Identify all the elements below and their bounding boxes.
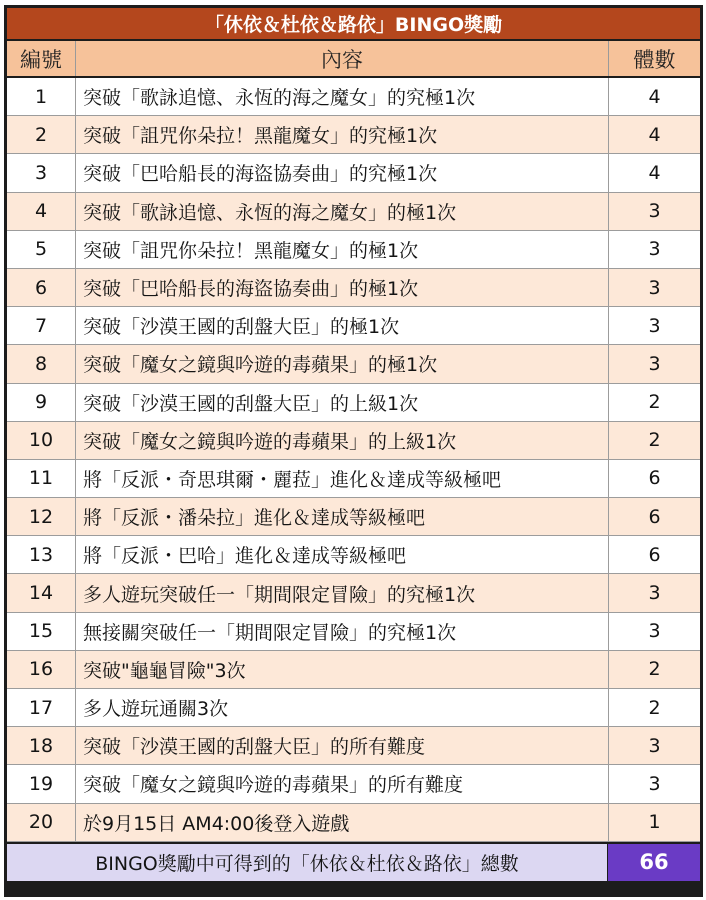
- row-number: 19: [7, 765, 76, 802]
- row-number: 7: [7, 307, 76, 344]
- table-row: [7, 804, 700, 842]
- row-number: 2: [7, 116, 76, 153]
- row-count: 4: [648, 85, 661, 108]
- row-count: 3: [648, 238, 661, 261]
- row-count: 3: [648, 582, 661, 605]
- row-content: 突破「沙漠王國的刮盤大臣」的上級1次: [76, 384, 609, 421]
- row-number: 14: [7, 574, 76, 611]
- row-content: 突破「巴哈船長的海盜協奏曲」的極1次: [76, 269, 609, 306]
- row-number: 18: [7, 727, 76, 764]
- table-title: 「休依＆杜依＆路依」BINGO獎勵: [7, 8, 700, 41]
- row-number: 6: [7, 269, 76, 306]
- row-count: 3: [648, 276, 661, 299]
- row-count: 3: [648, 772, 661, 795]
- row-number: 20: [7, 804, 76, 841]
- row-content: 突破"龜龜冒險"3次: [76, 651, 609, 688]
- row-count: 6: [648, 467, 661, 490]
- table-row: [7, 269, 700, 307]
- table-row: [7, 498, 700, 536]
- table-row: [7, 193, 700, 231]
- row-count: 6: [648, 505, 661, 528]
- table-row: [7, 574, 700, 612]
- header-number: 編號: [7, 41, 76, 76]
- table-row: [7, 231, 700, 269]
- table-row: [7, 78, 700, 116]
- row-content: 突破「沙漠王國的刮盤大臣」的所有難度: [76, 727, 609, 764]
- table-row: [7, 689, 700, 727]
- row-count: 2: [648, 696, 661, 719]
- table-row: [7, 727, 700, 765]
- row-content: 突破「詛咒你朵拉！黑龍魔女」的極1次: [76, 231, 609, 268]
- row-number: 1: [7, 78, 76, 115]
- total-label: BINGO獎勵中可得到的「休依＆杜依＆路依」總數: [7, 844, 608, 881]
- row-content: 突破「歌詠追憶、永恆的海之魔女」的究極1次: [76, 78, 609, 115]
- row-number: 11: [7, 460, 76, 497]
- row-content: 突破「魔女之鏡與吟遊的毒蘋果」的上級1次: [76, 422, 609, 459]
- row-number: 3: [7, 154, 76, 191]
- row-count: 3: [648, 200, 661, 223]
- row-number: 15: [7, 613, 76, 650]
- row-content: 突破「魔女之鏡與吟遊的毒蘋果」的所有難度: [76, 765, 609, 802]
- row-count: 2: [648, 429, 661, 452]
- row-number: 16: [7, 651, 76, 688]
- row-count: 2: [648, 391, 661, 414]
- row-count: 6: [648, 543, 661, 566]
- row-count: 4: [648, 123, 661, 146]
- row-content: 多人遊玩通關3次: [76, 689, 609, 726]
- total-row: [7, 842, 700, 881]
- table-row: [7, 613, 700, 651]
- table-row: [7, 765, 700, 803]
- table-row: [7, 651, 700, 689]
- row-content: 無接關突破任一「期間限定冒險」的究極1次: [76, 613, 609, 650]
- header-count: 體數: [633, 47, 676, 72]
- row-content: 於9月15日 AM4:00後登入遊戲: [76, 804, 609, 841]
- row-number: 17: [7, 689, 76, 726]
- row-content: 多人遊玩突破任一「期間限定冒險」的究極1次: [76, 574, 609, 611]
- table-row: [7, 345, 700, 383]
- row-content: 突破「巴哈船長的海盜協奏曲」的究極1次: [76, 154, 609, 191]
- row-number: 4: [7, 193, 76, 230]
- table-body: [7, 78, 700, 842]
- row-content: 突破「歌詠追憶、永恆的海之魔女」的極1次: [76, 193, 609, 230]
- row-number: 9: [7, 384, 76, 421]
- table-header: [7, 41, 700, 78]
- row-content: 突破「沙漠王國的刮盤大臣」的極1次: [76, 307, 609, 344]
- row-content: 突破「詛咒你朵拉！黑龍魔女」的究極1次: [76, 116, 609, 153]
- table-row: [7, 154, 700, 192]
- row-content: 將「反派・潘朵拉」進化＆達成等級極吧: [76, 498, 609, 535]
- row-number: 8: [7, 345, 76, 382]
- row-content: 將「反派・巴哈」進化＆達成等級極吧: [76, 536, 609, 573]
- table-row: [7, 384, 700, 422]
- table-row: [7, 536, 700, 574]
- bingo-reward-table: [4, 5, 703, 897]
- row-count: 1: [648, 811, 661, 834]
- row-number: 12: [7, 498, 76, 535]
- table-row: [7, 116, 700, 154]
- table-row: [7, 422, 700, 460]
- row-number: 5: [7, 231, 76, 268]
- header-content: 內容: [76, 41, 609, 76]
- table-row: [7, 460, 700, 498]
- row-content: 將「反派・奇思琪爾・麗菈」進化＆達成等級極吧: [76, 460, 609, 497]
- row-count: 4: [648, 161, 661, 184]
- row-count: 3: [648, 620, 661, 643]
- table-row: [7, 307, 700, 345]
- row-number: 10: [7, 422, 76, 459]
- row-content: 突破「魔女之鏡與吟遊的毒蘋果」的極1次: [76, 345, 609, 382]
- row-count: 3: [648, 352, 661, 375]
- row-number: 13: [7, 536, 76, 573]
- row-count: 3: [648, 314, 661, 337]
- row-count: 3: [648, 734, 661, 757]
- total-value: 66: [608, 844, 700, 881]
- row-count: 2: [648, 658, 661, 681]
